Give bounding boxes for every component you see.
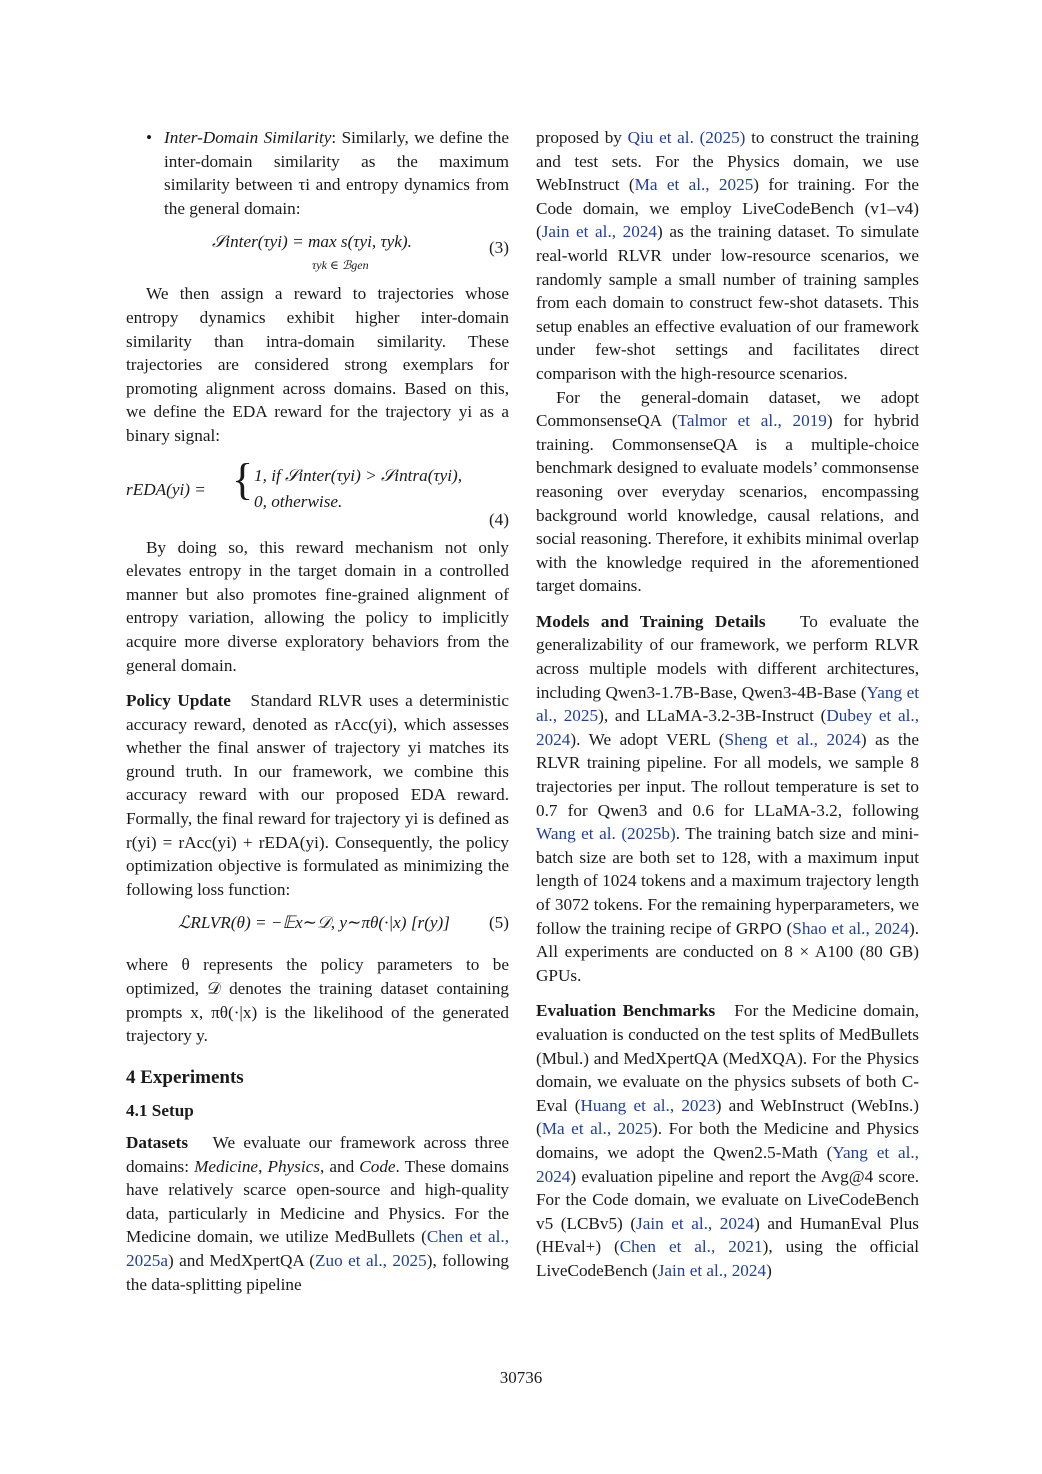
citation-link[interactable]: Wang et al. (2025b) [536,824,676,844]
citation-link[interactable]: Ma et al., 2025 [634,175,754,195]
policy-update-text: Standard RLVR uses a deterministic accuracy reward, denoted as rAcc(yi), which assesses whether the final answer of trajectory yi matches its ground truth. In our framework, we combine this accuracy reward with our proposed EDA reward. Formally, the final reward for trajectory yi is defined as r(yi) = rAcc(yi) + rEDA(yi). Consequently, the policy optimization objective is formulated as minimizing the following loss function: [126,691,509,899]
text-segment: ) as the RLVR training pipeline. For all models, we sample 8 trajectories per input. The rollout temperature is set to 0.7 for Qwen3 and 0.6 for LLaMA-3.2, following [536,729,919,820]
datasets-text-d: ), following the data-splitting pipeline [126,1250,510,1294]
citation-link[interactable]: Chen et al., 2025a [126,1227,509,1270]
citation-link[interactable]: Qiu et al. (2025) [627,128,746,147]
equation-5-body: ℒRLVR(θ) = −𝔼x∼𝒟, y∼πθ(·|x) [r(y)] [178,913,450,933]
text-segment: ). We adopt VERL ( [570,729,725,749]
citation-link[interactable]: Chen et al., 2021 [619,1237,763,1257]
citation-link[interactable]: Yang et al., 2025 [536,682,919,726]
text-segment: For the Medicine domain, evaluation is conducted on the test splits of MedBullets (Mbul.) and MedXpertQA (MedXQA). For the Physics domain, we evaluate on the physics subsets of both C-Eval ( [536,1001,919,1115]
datasets-text-c: ) and MedXpertQA ( [168,1250,316,1270]
domain-physics: Physics [267,1156,320,1176]
paragraph-eda-reward: We then assign a reward to trajectories whose entropy dynamics exhibit higher inter-domain similarity than intra-domain similarity. These trajectories are considered strong exemplars for promoting alignment across domains. Based on this, we define the EDA reward for the trajectory yi as a binary signal: [126,284,509,445]
evaluation-heading: Evaluation Benchmarks [536,1001,716,1021]
text-segment: ) as the training dataset. To simulate real-world RLVR under low-resource scenarios, we randomly sample a small number of training samples from each domain to construct few-shot datasets. This setup enables an effective evaluation of our framework under few-shot settings and facilitates direct comparison with the high-resource scenarios. [536,222,919,383]
text-segment: ), using the official LiveCodeBench ( [536,1237,920,1280]
text-segment: ), and LLaMA-3.2-3B-Instruct ( [598,706,827,726]
paragraph-datasets-continued [536,126,919,386]
datasets-text-b: . These domains have relatively scarce open-source and high-quality data, particularly in Medicine and Physics. For the Medicine domain, we utilize MedBullets ( [126,1156,509,1247]
paragraph-evaluation-benchmarks [536,999,919,1282]
equation-4-number: (4) [488,509,509,529]
citation-link[interactable]: Shao et al., 2024 [792,918,909,938]
domain-separator: , and [319,1156,360,1176]
equation-3 [126,230,509,273]
equation-4-brace: { [232,454,254,504]
text-segment: proposed by [536,128,628,147]
equation-5-number: (5) [488,913,509,933]
text-segment: ) and HumanEval Plus (HEval+) ( [536,1213,919,1257]
equation-4-case-1: 1, if 𝒮inter(τyi) > 𝒮intra(τyi), [254,465,463,485]
text-segment: ). All experiments are conducted on 8 × A100 (80 GB) GPUs. [536,918,920,985]
citation-link[interactable]: Jain et al., 2024 [657,1260,767,1280]
equation-3-subscript: τyk ∈ ℬgen [312,258,369,273]
text-segment: ) for training. For the Code domain, we employ LiveCodeBench (v1–v4) ( [536,175,919,242]
equation-3-number: (3) [488,238,509,258]
page-number: 30736 [499,1368,543,1387]
equation-5 [126,911,509,941]
bullet-inter-domain [126,126,509,220]
citation-link[interactable]: Huang et al., 2023 [580,1095,716,1115]
right-column [536,126,919,1283]
equation-4-lhs: rEDA(yi) = [126,479,206,499]
citation-link[interactable]: Ma et al., 2025 [541,1119,653,1139]
citation-link[interactable]: Sheng et al., 2024 [724,729,861,749]
equation-3-body: 𝒮inter(τyi) = max s(τyi, τyk). [212,232,412,252]
citation-link[interactable]: Jain et al., 2024 [541,222,658,242]
bullet-text: : Similarly, we define the inter-domain similarity as the maximum similarity between τi and entropy dynamics from the general domain: [164,128,509,218]
policy-update-heading: Policy Update [126,691,231,711]
text-segment: For the general-domain dataset, we adopt CommonsenseQA ( [536,387,919,431]
domain-separator: , [258,1156,268,1176]
citation-link[interactable]: Jain et al., 2024 [636,1213,755,1233]
paragraph-policy-update [126,689,509,901]
paragraph-theta-definition: where θ represents the policy parameters to be optimized, 𝒟 denotes the training dataset containing prompts x, πθ(·|x) is the likelihood of the generated trajectory y. [126,955,509,1046]
subsection-heading-setup: 4.1 Setup [126,1101,194,1121]
text-segment: ) evaluation pipeline and report the Avg@4 score. For the Code domain, we evaluate on LiveCodeBench v5 (LCBv5) ( [536,1166,919,1233]
text-segment: ) for hybrid training. CommonsenseQA is a multiple-choice benchmark designed to evaluate models’ commonsense reasoning over everyday scenarios, encompassing background world knowledge, causal relations, and social reasoning. Therefore, it exhibits minimal overlap with the knowledge required in the aforementioned target domains. [536,411,920,596]
paragraph-models-training [536,610,919,988]
models-heading: Models and Training Details [536,611,766,631]
citation-link[interactable]: Dubey et al., 2024 [536,706,919,749]
datasets-heading: Datasets [126,1133,189,1152]
citation-link[interactable]: Zuo et al., 2025 [315,1250,427,1270]
paragraph-reward-mechanism: By doing so, this reward mechanism not only elevates entropy in the target domain in a controlled manner but also promotes fine-grained alignment of entropy variation, allowing the policy to implicitly acquire more diverse exploratory behaviors from the general domain. [126,537,509,675]
bullet-term: Inter-Domain Similarity [164,128,332,147]
datasets-text-a: We evaluate our framework across three domains: [126,1133,510,1176]
left-column [126,126,509,1296]
citation-link[interactable]: Talmor et al., 2019 [677,411,827,431]
text-segment: ) [766,1260,772,1280]
text-segment: ) and WebInstruct (WebIns.) ( [536,1095,919,1139]
bullet-dot: • [146,128,153,147]
citation-link[interactable]: Yang et al., 2024 [536,1142,919,1186]
text-segment: To evaluate the generalizability of our framework, we perform RLVR across multiple models with different architectures, including Qwen3-1.7B-Base, Qwen3-4B-Base ( [536,611,919,702]
equation-4 [126,454,509,529]
text-segment: to construct the training and test sets. For the Physics domain, we use WebInstruct ( [536,128,919,195]
paragraph-datasets [126,1131,509,1296]
section-heading-experiments: 4 Experiments [126,1066,244,1088]
text-segment: ). For both the Medicine and Physics domains, we adopt the Qwen2.5-Math ( [536,1119,919,1162]
domain-medicine: Medicine [194,1156,259,1176]
domain-code: Code [359,1156,396,1176]
paragraph-general-domain [536,386,919,598]
text-segment: . The training batch size and mini-batch size are both set to 128, with a maximum input length of 1024 tokens and a maximum trajectory length of 3072 tokens. For the remaining hyperparameters, we follow the training recipe of GRPO ( [536,824,919,938]
equation-4-case-2: 0, otherwise. [254,491,343,511]
